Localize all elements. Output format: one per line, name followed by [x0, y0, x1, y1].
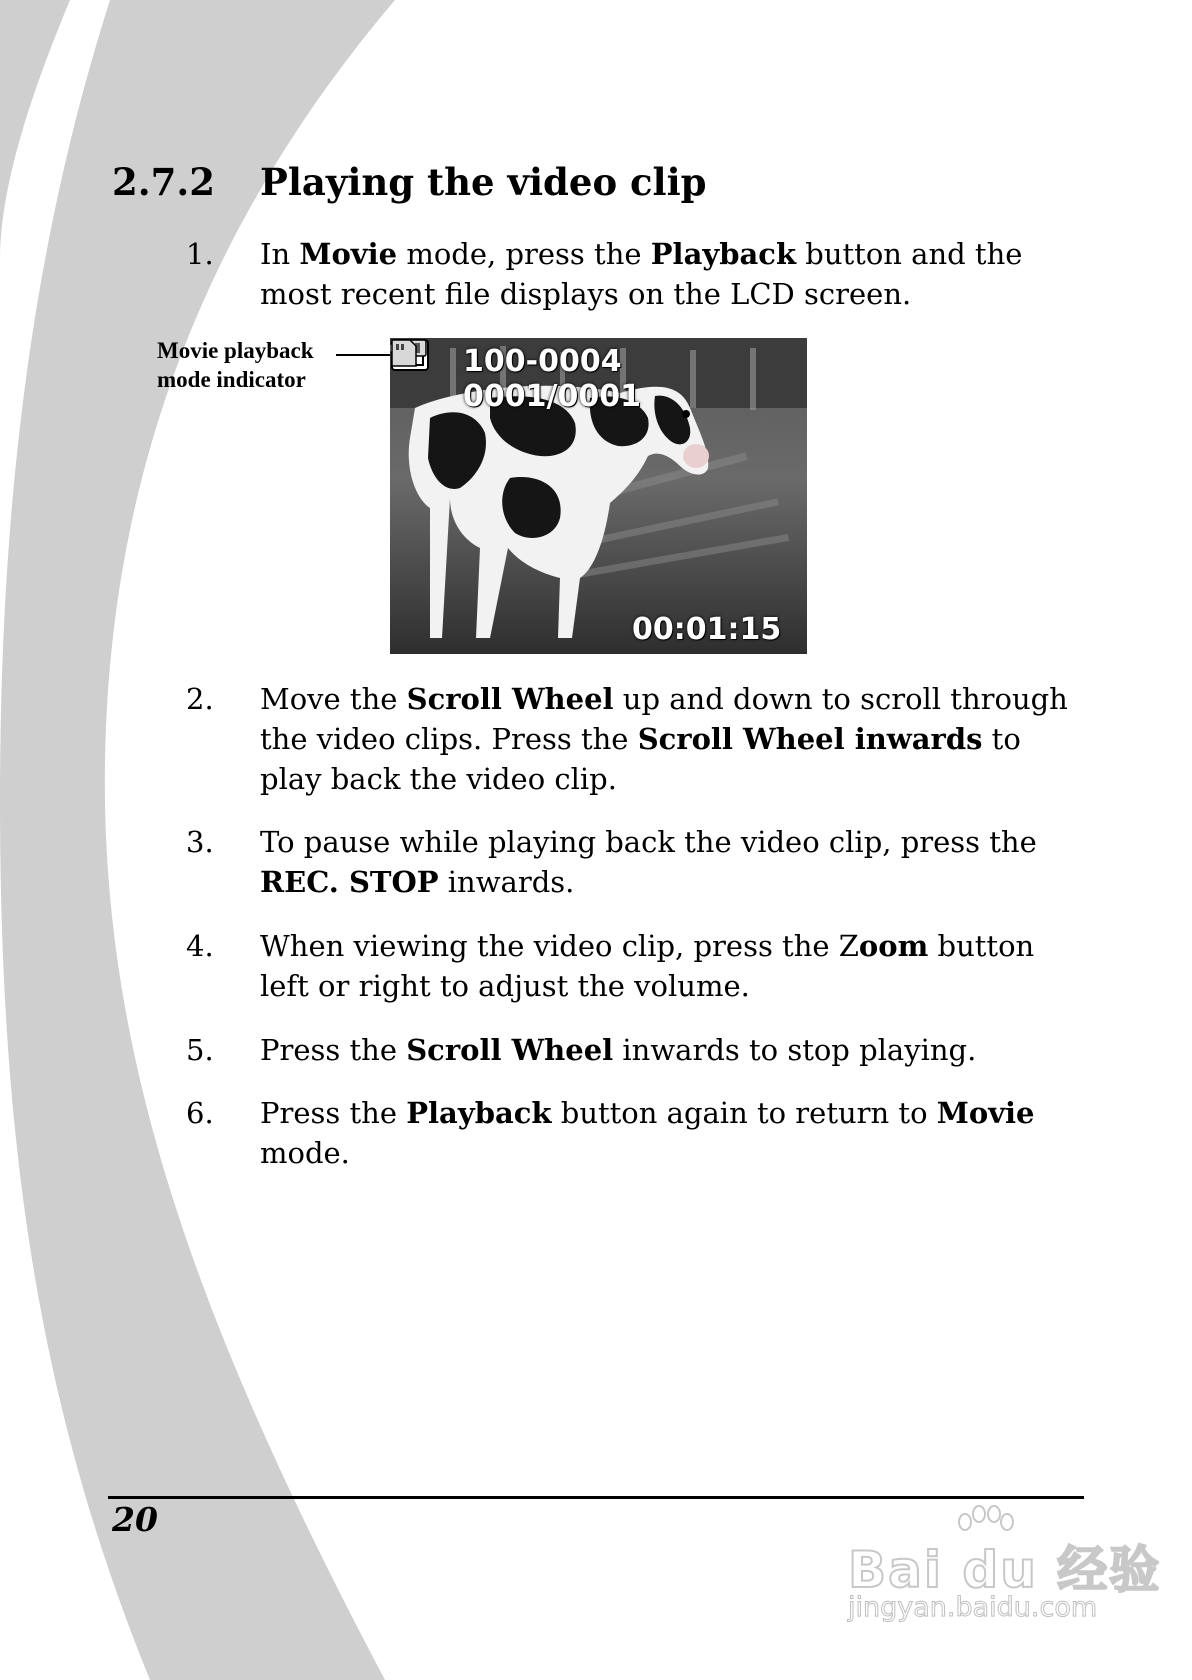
step-text: Press the Playback button again to return to Movie mode. — [260, 1096, 1035, 1170]
step-number: 1. — [186, 237, 214, 271]
section-title: Playing the video clip — [260, 160, 707, 204]
memory-card-icon — [390, 338, 418, 368]
page-number: 20 — [112, 1500, 158, 1539]
elapsed-time-readout: 00:01:15 — [632, 612, 782, 647]
step-number: 5. — [186, 1033, 214, 1067]
callout-line-1: Movie playback — [157, 338, 314, 363]
step-text: When viewing the video clip, press the Zoom button left or right to adjust the volume. — [260, 929, 1035, 1003]
step-number: 4. — [186, 929, 214, 963]
step-number: 6. — [186, 1096, 214, 1130]
watermark-url: jingyan.baidu.com — [848, 1592, 1098, 1623]
callout-line-2: mode indicator — [157, 367, 306, 392]
file-info-readout: 100-0004 0001/0001 — [463, 344, 641, 414]
step-number: 2. — [186, 682, 214, 716]
section-heading — [112, 160, 707, 204]
watermark-brand: Bai du 经验 — [848, 1541, 1162, 1599]
step-text: Press the Scroll Wheel inwards to stop playing. — [260, 1033, 977, 1067]
lcd-screen-image — [390, 338, 807, 654]
callout-leader-line — [336, 354, 394, 356]
footer-rule — [108, 1496, 1084, 1499]
section-number: 2.7.2 — [112, 160, 215, 204]
step-number: 3. — [186, 825, 214, 859]
step-text: To pause while playing back the video clip, press the REC. STOP inwards. — [260, 825, 1037, 899]
step-text: In Movie mode, press the Playback button and the most recent file displays on the LCD screen. — [260, 237, 1023, 311]
callout-label — [157, 336, 314, 394]
step-text: Move the Scroll Wheel up and down to scroll through the video clips. Press the Scroll Wheel inwards to play back the video clip. — [260, 682, 1068, 796]
